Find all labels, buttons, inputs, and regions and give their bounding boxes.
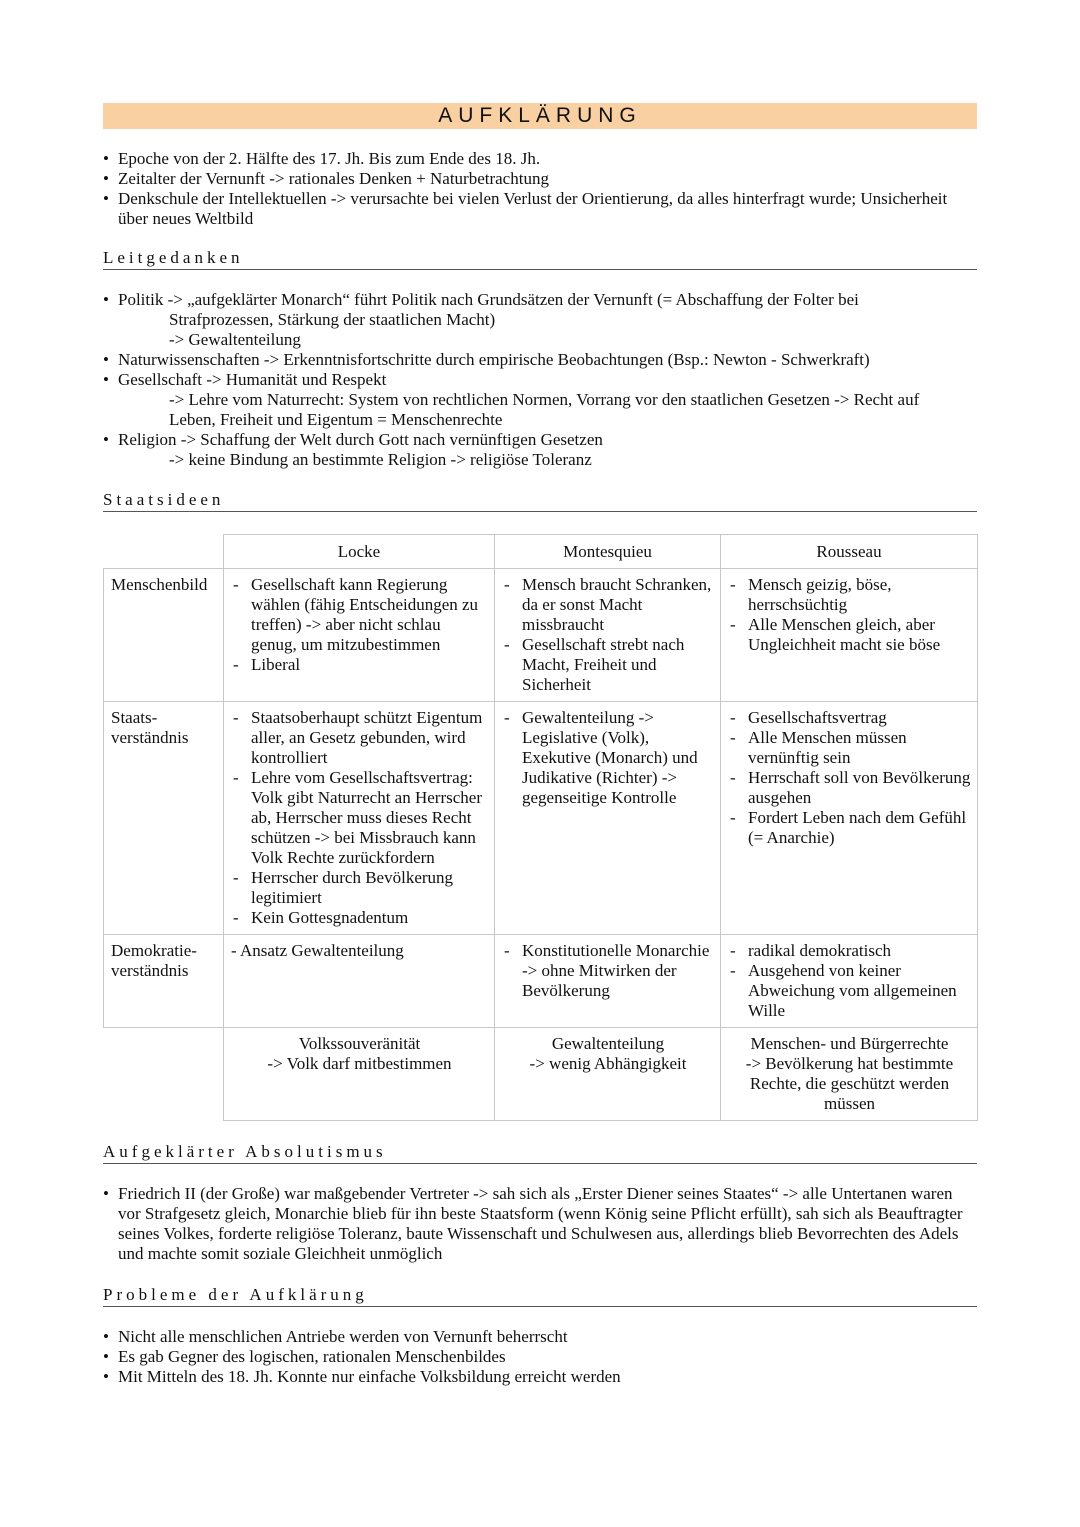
list-item-politik bbox=[103, 290, 977, 350]
list-item: - Gewaltenteilung -> Legislative (Volk), Exekutive (Monarch) und Judikative (Richter) -> gegenseitige Kontrolle bbox=[502, 708, 714, 808]
table-cell-rousseau bbox=[721, 569, 978, 702]
list-item: - Alle Menschen müssen vernünftig sein bbox=[728, 728, 971, 768]
list-item: - Konstitutionelle Monarchie -> ohne Mitwirken der Bevölkerung bbox=[502, 941, 714, 1001]
table-row-summary bbox=[104, 1028, 978, 1121]
table-cell-montesquieu bbox=[495, 569, 721, 702]
leitgedanken-list bbox=[103, 290, 977, 470]
list-item: - Mensch geizig, böse, herrschsüchtig bbox=[728, 575, 971, 615]
row-label: Staats- verständnis bbox=[104, 702, 224, 935]
text-line: Strafprozessen, Stärkung der staatlichen Macht) bbox=[169, 310, 496, 329]
list-item: - Staatsoberhaupt schützt Eigentum aller, an Gesetz gebunden, wird kontrolliert bbox=[231, 708, 488, 768]
table-row-demokratieverstaendnis bbox=[104, 935, 978, 1028]
list-item: - Herrschaft soll von Bevölkerung ausgehen bbox=[728, 768, 971, 808]
table-header-row bbox=[104, 535, 978, 569]
section-heading-staatsideen: Staatsideen bbox=[103, 490, 977, 512]
list-item: - Gesellschaft kann Regierung wählen (fähig Entscheidungen zu treffen) -> aber nicht schlau genug, um mitzubestimmen bbox=[231, 575, 488, 655]
section-heading-probleme: Probleme der Aufklärung bbox=[103, 1285, 977, 1307]
text-line: -> Lehre vom Naturrecht: System von rechtlichen Normen, Vorrang vor den staatlichen Gesetzen -> Recht auf bbox=[169, 390, 920, 409]
list-item: • Nicht alle menschlichen Antriebe werden von Vernunft beherrscht bbox=[103, 1327, 977, 1347]
table-corner-bottom bbox=[104, 1028, 224, 1121]
absolutismus-list bbox=[103, 1184, 977, 1264]
list-item-naturwissenschaften: • Naturwissenschaften -> Erkenntnisfortschritte durch empirische Beobachtungen (Bsp.: Newton - Schwerkraft) bbox=[103, 350, 977, 370]
section-heading-absolutismus: Aufgeklärter Absolutismus bbox=[103, 1142, 977, 1164]
list-item-gesellschaft bbox=[103, 370, 977, 430]
list-item: - Lehre vom Gesellschaftsvertrag: Volk gibt Naturrecht an Herrscher ab, Herrscher muss dieses Recht schützen -> bei Missbrauch kann Volk Rechte zurückfordern bbox=[231, 768, 488, 868]
list-item: - Alle Menschen gleich, aber Ungleichheit macht sie böse bbox=[728, 615, 971, 655]
list-item: - Herrscher durch Bevölkerung legitimiert bbox=[231, 868, 488, 908]
document-page bbox=[103, 103, 977, 1387]
text-line: Gesellschaft -> Humanität und Respekt bbox=[118, 370, 387, 389]
text-line: -> keine Bindung an bestimmte Religion -> religiöse Toleranz bbox=[169, 450, 592, 469]
text-line: -> Gewaltenteilung bbox=[169, 330, 301, 349]
section-heading-leitgedanken: Leitgedanken bbox=[103, 248, 977, 270]
summary-line: -> Bevölkerung hat bestimmte Rechte, die geschützt werden müssen bbox=[745, 1054, 954, 1113]
page-title: AUFKLÄRUNG bbox=[103, 103, 977, 129]
table-corner bbox=[104, 535, 224, 569]
column-header-rousseau: Rousseau bbox=[721, 535, 978, 569]
row-label: Menschenbild bbox=[104, 569, 224, 702]
list-item: - Mensch braucht Schranken, da er sonst Macht missbraucht bbox=[502, 575, 714, 635]
summary-line: Volkssouveränität bbox=[298, 1034, 421, 1053]
staatsideen-table bbox=[103, 534, 978, 1121]
table-row-menschenbild bbox=[104, 569, 978, 702]
table-cell-rousseau bbox=[721, 935, 978, 1028]
intro-list bbox=[103, 149, 977, 229]
list-item: • Es gab Gegner des logischen, rationalen Menschenbildes bbox=[103, 1347, 977, 1367]
summary-line: -> Volk darf mitbestimmen bbox=[267, 1054, 452, 1073]
list-item: - Gesellschaft strebt nach Macht, Freiheit und Sicherheit bbox=[502, 635, 714, 695]
table-cell-montesquieu bbox=[495, 702, 721, 935]
table-cell-rousseau bbox=[721, 702, 978, 935]
list-item-religion bbox=[103, 430, 977, 470]
list-item: • Mit Mitteln des 18. Jh. Konnte nur einfache Volksbildung erreicht werden bbox=[103, 1367, 977, 1387]
table-cell-locke bbox=[224, 569, 495, 702]
table-row-staatsverstaendnis bbox=[104, 702, 978, 935]
text-line: Leben, Freiheit und Eigentum = Menschenrechte bbox=[169, 410, 503, 429]
list-item: • Zeitalter der Vernunft -> rationales Denken + Naturbetrachtung bbox=[103, 169, 977, 189]
table-cell-locke: - Ansatz Gewaltenteilung bbox=[224, 935, 495, 1028]
summary-line: Gewaltenteilung bbox=[551, 1034, 665, 1053]
text-line: Religion -> Schaffung der Welt durch Gott nach vernünftigen Gesetzen bbox=[118, 430, 603, 449]
summary-cell-montesquieu bbox=[495, 1028, 721, 1121]
list-item: - Liberal bbox=[231, 655, 488, 675]
summary-cell-rousseau bbox=[721, 1028, 978, 1121]
list-item: - Fordert Leben nach dem Gefühl (= Anarchie) bbox=[728, 808, 971, 848]
summary-line: Menschen- und Bürgerrechte bbox=[750, 1034, 949, 1053]
list-item: • Denkschule der Intellektuellen -> verursachte bei vielen Verlust der Orientierung, da alles hinterfragt wurde; Unsicherheit über neues Weltbild bbox=[103, 189, 977, 229]
text-line: Politik -> „aufgeklärter Monarch“ führt Politik nach Grundsätzen der Vernunft (= Abschaffung der Folter bei bbox=[118, 290, 859, 309]
list-item: - Gesellschaftsvertrag bbox=[728, 708, 971, 728]
list-item: - radikal demokratisch bbox=[728, 941, 971, 961]
list-item: - Kein Gottesgnadentum bbox=[231, 908, 488, 928]
list-item: - Ausgehend von keiner Abweichung vom allgemeinen Wille bbox=[728, 961, 971, 1021]
list-item: • Friedrich II (der Große) war maßgebender Vertreter -> sah sich als „Erster Diener seines Staates“ -> alle Untertanen waren vor Strafgesetz gleich, Monarchie blieb für ihn beste Staatsform (wenn König seine Pflicht erfüllt), sah sich als Beauftragter seines Volkes, forderte religiöse Toleranz, baute Wissenschaft und Schulwesen aus, allerdings blieb Bevorrechten des Adels und machte somit soziale Gleichheit unmöglich bbox=[103, 1184, 977, 1264]
list-item: • Epoche von der 2. Hälfte des 17. Jh. Bis zum Ende des 18. Jh. bbox=[103, 149, 977, 169]
summary-cell-locke bbox=[224, 1028, 495, 1121]
table-cell-locke bbox=[224, 702, 495, 935]
summary-line: -> wenig Abhängigkeit bbox=[529, 1054, 687, 1073]
probleme-list bbox=[103, 1327, 977, 1387]
table-cell-montesquieu bbox=[495, 935, 721, 1028]
row-label: Demokratie- verständnis bbox=[104, 935, 224, 1028]
column-header-locke: Locke bbox=[224, 535, 495, 569]
column-header-montesquieu: Montesquieu bbox=[495, 535, 721, 569]
